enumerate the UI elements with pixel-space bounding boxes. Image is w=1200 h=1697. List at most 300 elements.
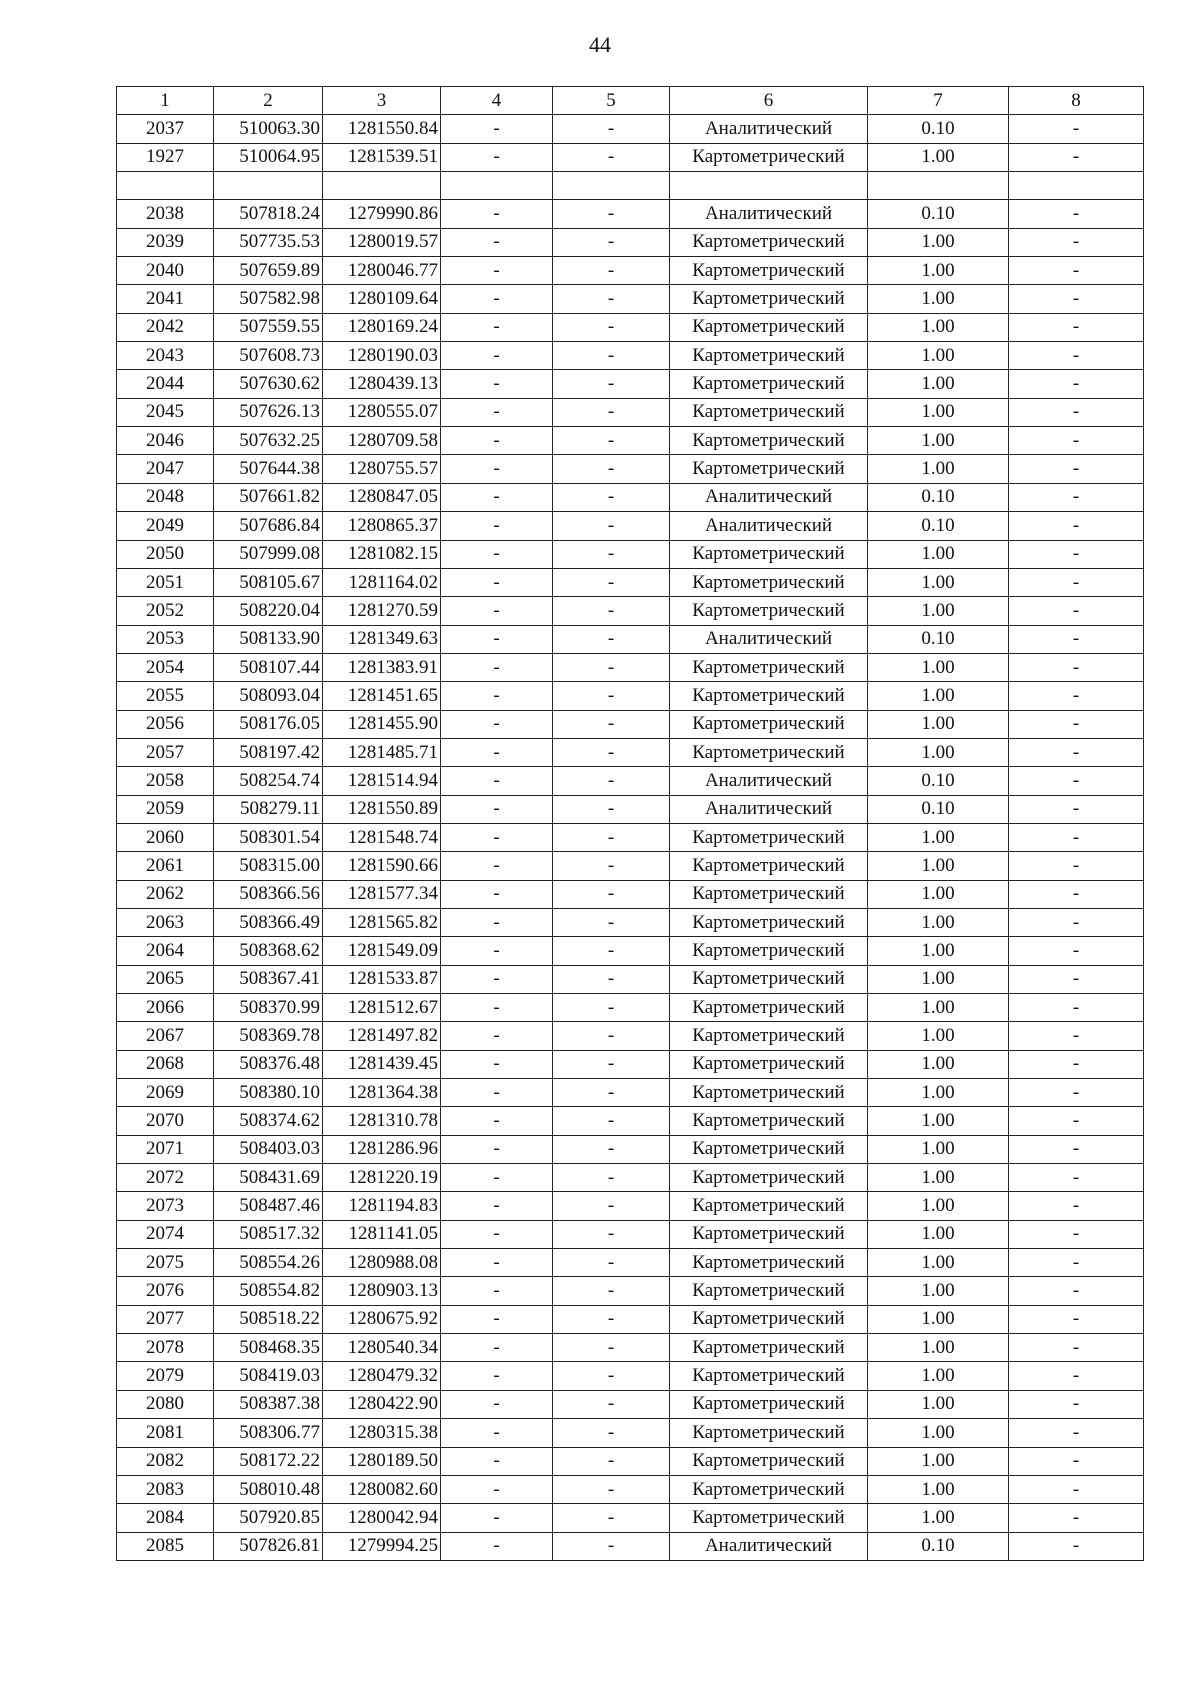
accuracy-cell: 1.00	[868, 1504, 1009, 1532]
point-number-cell: 2042	[117, 313, 214, 341]
method-cell: Аналитический	[670, 483, 868, 511]
point-number-cell: 2056	[117, 710, 214, 738]
accuracy-cell: 1.00	[868, 1107, 1009, 1135]
table-row	[117, 1390, 1144, 1418]
accuracy-cell: 1.00	[868, 313, 1009, 341]
method-cell: Картометрический	[670, 285, 868, 313]
x-coordinate-cell: 508374.62	[214, 1107, 323, 1135]
x-coordinate-cell: 508518.22	[214, 1305, 323, 1333]
point-number-cell: 2073	[117, 1192, 214, 1220]
point-number-cell: 2048	[117, 483, 214, 511]
col5-cell: -	[553, 342, 670, 370]
method-cell: Аналитический	[670, 767, 868, 795]
col5-cell: -	[553, 455, 670, 483]
col5-cell: -	[553, 880, 670, 908]
col4-cell: -	[441, 1135, 553, 1163]
y-coordinate-cell: 1280988.08	[323, 1249, 441, 1277]
col5-cell: -	[553, 1079, 670, 1107]
x-coordinate-cell: 508107.44	[214, 653, 323, 681]
col5-cell: -	[553, 1249, 670, 1277]
method-cell: Аналитический	[670, 1532, 868, 1560]
header-cell: 5	[553, 87, 670, 115]
point-number-cell: 2053	[117, 625, 214, 653]
y-coordinate-cell: 1281310.78	[323, 1107, 441, 1135]
accuracy-cell: 1.00	[868, 1475, 1009, 1503]
point-number-cell: 2057	[117, 738, 214, 766]
col8-cell: -	[1009, 455, 1144, 483]
table-row	[117, 795, 1144, 823]
accuracy-cell: 1.00	[868, 908, 1009, 936]
col5-cell: -	[553, 1164, 670, 1192]
table-row	[117, 427, 1144, 455]
col5-cell: -	[553, 370, 670, 398]
y-coordinate-cell: 1281497.82	[323, 1022, 441, 1050]
header-cell: 4	[441, 87, 553, 115]
x-coordinate-cell: 508387.38	[214, 1390, 323, 1418]
table-row	[117, 937, 1144, 965]
point-number-cell: 2037	[117, 115, 214, 143]
point-number-cell: 2081	[117, 1419, 214, 1447]
x-coordinate-cell: 508419.03	[214, 1362, 323, 1390]
method-cell: Картометрический	[670, 1504, 868, 1532]
col4-cell: -	[441, 370, 553, 398]
accuracy-cell: 1.00	[868, 568, 1009, 596]
col5-cell: -	[553, 653, 670, 681]
col4-cell: -	[441, 738, 553, 766]
table-row	[117, 172, 1144, 200]
point-number-cell: 2047	[117, 455, 214, 483]
table-row	[117, 597, 1144, 625]
col4-cell: -	[441, 1419, 553, 1447]
page-number: 44	[589, 32, 611, 57]
y-coordinate-cell: 1280315.38	[323, 1419, 441, 1447]
table-row	[117, 965, 1144, 993]
col4-cell: -	[441, 1447, 553, 1475]
col8-cell: -	[1009, 823, 1144, 851]
col4-cell: -	[441, 1249, 553, 1277]
col8-cell: -	[1009, 540, 1144, 568]
y-coordinate-cell: 1281164.02	[323, 568, 441, 596]
accuracy-cell: 0.10	[868, 200, 1009, 228]
col4-cell: -	[441, 1305, 553, 1333]
method-cell: Аналитический	[670, 795, 868, 823]
col4-cell: -	[441, 342, 553, 370]
col4-cell: -	[441, 767, 553, 795]
point-number-cell: 2078	[117, 1334, 214, 1362]
x-coordinate-cell: 508133.90	[214, 625, 323, 653]
x-coordinate-cell: 508197.42	[214, 738, 323, 766]
col8-cell: -	[1009, 313, 1144, 341]
col4-cell: -	[441, 994, 553, 1022]
accuracy-cell: 1.00	[868, 398, 1009, 426]
col5-cell: -	[553, 285, 670, 313]
col5-cell: -	[553, 1220, 670, 1248]
x-coordinate-cell: 507999.08	[214, 540, 323, 568]
col4-cell: -	[441, 1475, 553, 1503]
col5-cell: -	[553, 568, 670, 596]
y-coordinate-cell: 1280709.58	[323, 427, 441, 455]
col4-cell: -	[441, 1192, 553, 1220]
col4-cell: -	[441, 1220, 553, 1248]
point-number-cell: 2076	[117, 1277, 214, 1305]
col5-cell: -	[553, 767, 670, 795]
method-cell: Картометрический	[670, 597, 868, 625]
col4-cell: -	[441, 852, 553, 880]
col4-cell: -	[441, 228, 553, 256]
col8-cell: -	[1009, 342, 1144, 370]
accuracy-cell: 1.00	[868, 994, 1009, 1022]
y-coordinate-cell: 1281270.59	[323, 597, 441, 625]
col4-cell: -	[441, 115, 553, 143]
y-coordinate-cell: 1281533.87	[323, 965, 441, 993]
col4-cell	[441, 172, 553, 200]
table-row	[117, 313, 1144, 341]
point-number-cell: 2068	[117, 1050, 214, 1078]
point-number-cell: 2071	[117, 1135, 214, 1163]
y-coordinate-cell: 1281550.89	[323, 795, 441, 823]
x-coordinate-cell: 508279.11	[214, 795, 323, 823]
accuracy-cell: 1.00	[868, 1419, 1009, 1447]
method-cell: Картометрический	[670, 370, 868, 398]
col4-cell: -	[441, 1390, 553, 1418]
x-coordinate-cell: 508366.49	[214, 908, 323, 936]
col5-cell: -	[553, 795, 670, 823]
x-coordinate-cell: 508431.69	[214, 1164, 323, 1192]
table-row	[117, 1532, 1144, 1560]
col8-cell: -	[1009, 1305, 1144, 1333]
table-header	[117, 87, 1144, 115]
table-body	[117, 115, 1144, 1561]
accuracy-cell: 1.00	[868, 1362, 1009, 1390]
accuracy-cell: 1.00	[868, 1447, 1009, 1475]
method-cell: Картометрический	[670, 738, 868, 766]
col5-cell: -	[553, 512, 670, 540]
method-cell: Картометрический	[670, 1135, 868, 1163]
accuracy-cell: 1.00	[868, 710, 1009, 738]
point-number-cell: 2065	[117, 965, 214, 993]
y-coordinate-cell: 1281383.91	[323, 653, 441, 681]
table-row	[117, 143, 1144, 171]
table-row	[117, 257, 1144, 285]
table-row	[117, 653, 1144, 681]
table-row	[117, 342, 1144, 370]
y-coordinate-cell: 1281549.09	[323, 937, 441, 965]
col4-cell: -	[441, 313, 553, 341]
table-row	[117, 1249, 1144, 1277]
method-cell: Картометрический	[670, 937, 868, 965]
col4-cell: -	[441, 908, 553, 936]
col5-cell: -	[553, 1305, 670, 1333]
col8-cell: -	[1009, 710, 1144, 738]
col5-cell: -	[553, 625, 670, 653]
header-cell: 3	[323, 87, 441, 115]
method-cell: Картометрический	[670, 455, 868, 483]
y-coordinate-cell: 1279990.86	[323, 200, 441, 228]
y-coordinate-cell: 1280847.05	[323, 483, 441, 511]
x-coordinate-cell: 508376.48	[214, 1050, 323, 1078]
x-coordinate-cell: 507661.82	[214, 483, 323, 511]
table-row	[117, 512, 1144, 540]
col4-cell: -	[441, 1334, 553, 1362]
col8-cell: -	[1009, 1135, 1144, 1163]
accuracy-cell: 1.00	[868, 937, 1009, 965]
header-cell: 7	[868, 87, 1009, 115]
method-cell: Картометрический	[670, 398, 868, 426]
point-number-cell: 2052	[117, 597, 214, 625]
accuracy-cell: 1.00	[868, 455, 1009, 483]
y-coordinate-cell: 1281512.67	[323, 994, 441, 1022]
col5-cell: -	[553, 1022, 670, 1050]
x-coordinate-cell: 508301.54	[214, 823, 323, 851]
col5-cell: -	[553, 313, 670, 341]
x-coordinate-cell: 508554.82	[214, 1277, 323, 1305]
method-cell: Картометрический	[670, 1164, 868, 1192]
col8-cell: -	[1009, 852, 1144, 880]
col8-cell: -	[1009, 483, 1144, 511]
accuracy-cell: 1.00	[868, 880, 1009, 908]
col8-cell: -	[1009, 228, 1144, 256]
y-coordinate-cell: 1280046.77	[323, 257, 441, 285]
method-cell: Картометрический	[670, 994, 868, 1022]
col4-cell: -	[441, 398, 553, 426]
col8-cell: -	[1009, 398, 1144, 426]
x-coordinate-cell: 507630.62	[214, 370, 323, 398]
point-number-cell: 2061	[117, 852, 214, 880]
x-coordinate-cell: 508366.56	[214, 880, 323, 908]
col8-cell: -	[1009, 795, 1144, 823]
method-cell: Картометрический	[670, 1447, 868, 1475]
point-number-cell: 2046	[117, 427, 214, 455]
col5-cell: -	[553, 1532, 670, 1560]
accuracy-cell: 1.00	[868, 1220, 1009, 1248]
col8-cell: -	[1009, 1192, 1144, 1220]
col5-cell	[553, 172, 670, 200]
point-number-cell: 2072	[117, 1164, 214, 1192]
y-coordinate-cell: 1281550.84	[323, 115, 441, 143]
table-row	[117, 1419, 1144, 1447]
col8-cell: -	[1009, 143, 1144, 171]
table-row	[117, 1050, 1144, 1078]
col5-cell: -	[553, 597, 670, 625]
y-coordinate-cell: 1281514.94	[323, 767, 441, 795]
point-number-cell: 2083	[117, 1475, 214, 1503]
method-cell: Картометрический	[670, 852, 868, 880]
col5-cell: -	[553, 994, 670, 1022]
x-coordinate-cell: 508010.48	[214, 1475, 323, 1503]
point-number-cell: 2040	[117, 257, 214, 285]
accuracy-cell: 1.00	[868, 1334, 1009, 1362]
col5-cell: -	[553, 228, 670, 256]
col5-cell: -	[553, 1277, 670, 1305]
col8-cell: -	[1009, 682, 1144, 710]
col8-cell: -	[1009, 1362, 1144, 1390]
col4-cell: -	[441, 1050, 553, 1078]
x-coordinate-cell: 507608.73	[214, 342, 323, 370]
table-row	[117, 228, 1144, 256]
col4-cell: -	[441, 1504, 553, 1532]
y-coordinate-cell: 1281565.82	[323, 908, 441, 936]
col8-cell: -	[1009, 285, 1144, 313]
col5-cell: -	[553, 1107, 670, 1135]
col8-cell: -	[1009, 568, 1144, 596]
col8-cell: -	[1009, 994, 1144, 1022]
y-coordinate-cell: 1280479.32	[323, 1362, 441, 1390]
table-row	[117, 200, 1144, 228]
y-coordinate-cell: 1281485.71	[323, 738, 441, 766]
col5-cell: -	[553, 823, 670, 851]
col8-cell: -	[1009, 937, 1144, 965]
accuracy-cell: 1.00	[868, 540, 1009, 568]
method-cell: Аналитический	[670, 625, 868, 653]
x-coordinate-cell: 508254.74	[214, 767, 323, 795]
header-row	[117, 87, 1144, 115]
col4-cell: -	[441, 455, 553, 483]
y-coordinate-cell: 1280555.07	[323, 398, 441, 426]
col4-cell: -	[441, 597, 553, 625]
header-cell: 8	[1009, 87, 1144, 115]
x-coordinate-cell: 508403.03	[214, 1135, 323, 1163]
col4-cell: -	[441, 653, 553, 681]
y-coordinate-cell: 1280109.64	[323, 285, 441, 313]
y-coordinate-cell: 1280903.13	[323, 1277, 441, 1305]
method-cell: Картометрический	[670, 1390, 868, 1418]
method-cell: Картометрический	[670, 1220, 868, 1248]
method-cell: Картометрический	[670, 427, 868, 455]
table-row	[117, 455, 1144, 483]
x-coordinate-cell: 507735.53	[214, 228, 323, 256]
y-coordinate-cell: 1280439.13	[323, 370, 441, 398]
point-number-cell: 2050	[117, 540, 214, 568]
x-coordinate-cell: 507826.81	[214, 1532, 323, 1560]
method-cell: Картометрический	[670, 823, 868, 851]
accuracy-cell: 0.10	[868, 795, 1009, 823]
col8-cell: -	[1009, 257, 1144, 285]
method-cell	[670, 172, 868, 200]
point-number-cell: 2041	[117, 285, 214, 313]
table-row	[117, 115, 1144, 143]
col5-cell: -	[553, 398, 670, 426]
x-coordinate-cell: 507659.89	[214, 257, 323, 285]
col5-cell: -	[553, 143, 670, 171]
point-number-cell: 2085	[117, 1532, 214, 1560]
x-coordinate-cell: 508370.99	[214, 994, 323, 1022]
y-coordinate-cell: 1280865.37	[323, 512, 441, 540]
col8-cell: -	[1009, 1390, 1144, 1418]
x-coordinate-cell: 507686.84	[214, 512, 323, 540]
method-cell: Картометрический	[670, 1277, 868, 1305]
y-coordinate-cell: 1281539.51	[323, 143, 441, 171]
y-coordinate-cell: 1281439.45	[323, 1050, 441, 1078]
col8-cell: -	[1009, 767, 1144, 795]
x-coordinate-cell: 508487.46	[214, 1192, 323, 1220]
y-coordinate-cell: 1281364.38	[323, 1079, 441, 1107]
x-coordinate-cell: 507632.25	[214, 427, 323, 455]
col5-cell: -	[553, 1334, 670, 1362]
header-cell: 2	[214, 87, 323, 115]
table-row	[117, 852, 1144, 880]
point-number-cell: 2043	[117, 342, 214, 370]
col4-cell: -	[441, 512, 553, 540]
point-number-cell: 2070	[117, 1107, 214, 1135]
accuracy-cell: 1.00	[868, 143, 1009, 171]
point-number-cell: 2077	[117, 1305, 214, 1333]
x-coordinate-cell: 507818.24	[214, 200, 323, 228]
col8-cell: -	[1009, 1164, 1144, 1192]
accuracy-cell: 1.00	[868, 1135, 1009, 1163]
x-coordinate-cell: 508105.67	[214, 568, 323, 596]
accuracy-cell: 1.00	[868, 1249, 1009, 1277]
col8-cell: -	[1009, 597, 1144, 625]
y-coordinate-cell: 1281194.83	[323, 1192, 441, 1220]
col8-cell: -	[1009, 965, 1144, 993]
method-cell: Картометрический	[670, 1419, 868, 1447]
col5-cell: -	[553, 540, 670, 568]
col8-cell: -	[1009, 1050, 1144, 1078]
col5-cell: -	[553, 483, 670, 511]
x-coordinate-cell: 508368.62	[214, 937, 323, 965]
x-coordinate-cell: 508315.00	[214, 852, 323, 880]
col4-cell: -	[441, 1164, 553, 1192]
accuracy-cell: 1.00	[868, 1050, 1009, 1078]
col8-cell: -	[1009, 1022, 1144, 1050]
col4-cell: -	[441, 710, 553, 738]
table-row	[117, 1277, 1144, 1305]
col4-cell: -	[441, 880, 553, 908]
y-coordinate-cell: 1280042.94	[323, 1504, 441, 1532]
point-number-cell: 2038	[117, 200, 214, 228]
col4-cell: -	[441, 483, 553, 511]
x-coordinate-cell: 510063.30	[214, 115, 323, 143]
x-coordinate-cell: 508369.78	[214, 1022, 323, 1050]
accuracy-cell: 1.00	[868, 1022, 1009, 1050]
col5-cell: -	[553, 937, 670, 965]
table-row	[117, 1447, 1144, 1475]
col8-cell: -	[1009, 1504, 1144, 1532]
table-row	[117, 370, 1144, 398]
y-coordinate-cell: 1280675.92	[323, 1305, 441, 1333]
method-cell: Картометрический	[670, 710, 868, 738]
y-coordinate-cell: 1280082.60	[323, 1475, 441, 1503]
point-number-cell: 2062	[117, 880, 214, 908]
x-coordinate-cell: 507644.38	[214, 455, 323, 483]
col4-cell: -	[441, 823, 553, 851]
accuracy-cell: 0.10	[868, 767, 1009, 795]
x-coordinate-cell: 508367.41	[214, 965, 323, 993]
y-coordinate-cell: 1281141.05	[323, 1220, 441, 1248]
accuracy-cell: 1.00	[868, 285, 1009, 313]
accuracy-cell: 1.00	[868, 682, 1009, 710]
coordinates-table	[116, 86, 1144, 1561]
accuracy-cell: 1.00	[868, 427, 1009, 455]
table-row	[117, 1079, 1144, 1107]
col4-cell: -	[441, 1277, 553, 1305]
point-number-cell: 2039	[117, 228, 214, 256]
accuracy-cell: 1.00	[868, 342, 1009, 370]
col5-cell: -	[553, 1192, 670, 1220]
method-cell: Картометрический	[670, 653, 868, 681]
col8-cell: -	[1009, 880, 1144, 908]
method-cell: Картометрический	[670, 908, 868, 936]
point-number-cell: 2054	[117, 653, 214, 681]
point-number-cell: 2063	[117, 908, 214, 936]
y-coordinate-cell: 1280019.57	[323, 228, 441, 256]
table-row	[117, 908, 1144, 936]
y-coordinate-cell: 1281577.34	[323, 880, 441, 908]
method-cell: Картометрический	[670, 1050, 868, 1078]
col4-cell: -	[441, 1022, 553, 1050]
x-coordinate-cell: 508220.04	[214, 597, 323, 625]
col5-cell: -	[553, 908, 670, 936]
